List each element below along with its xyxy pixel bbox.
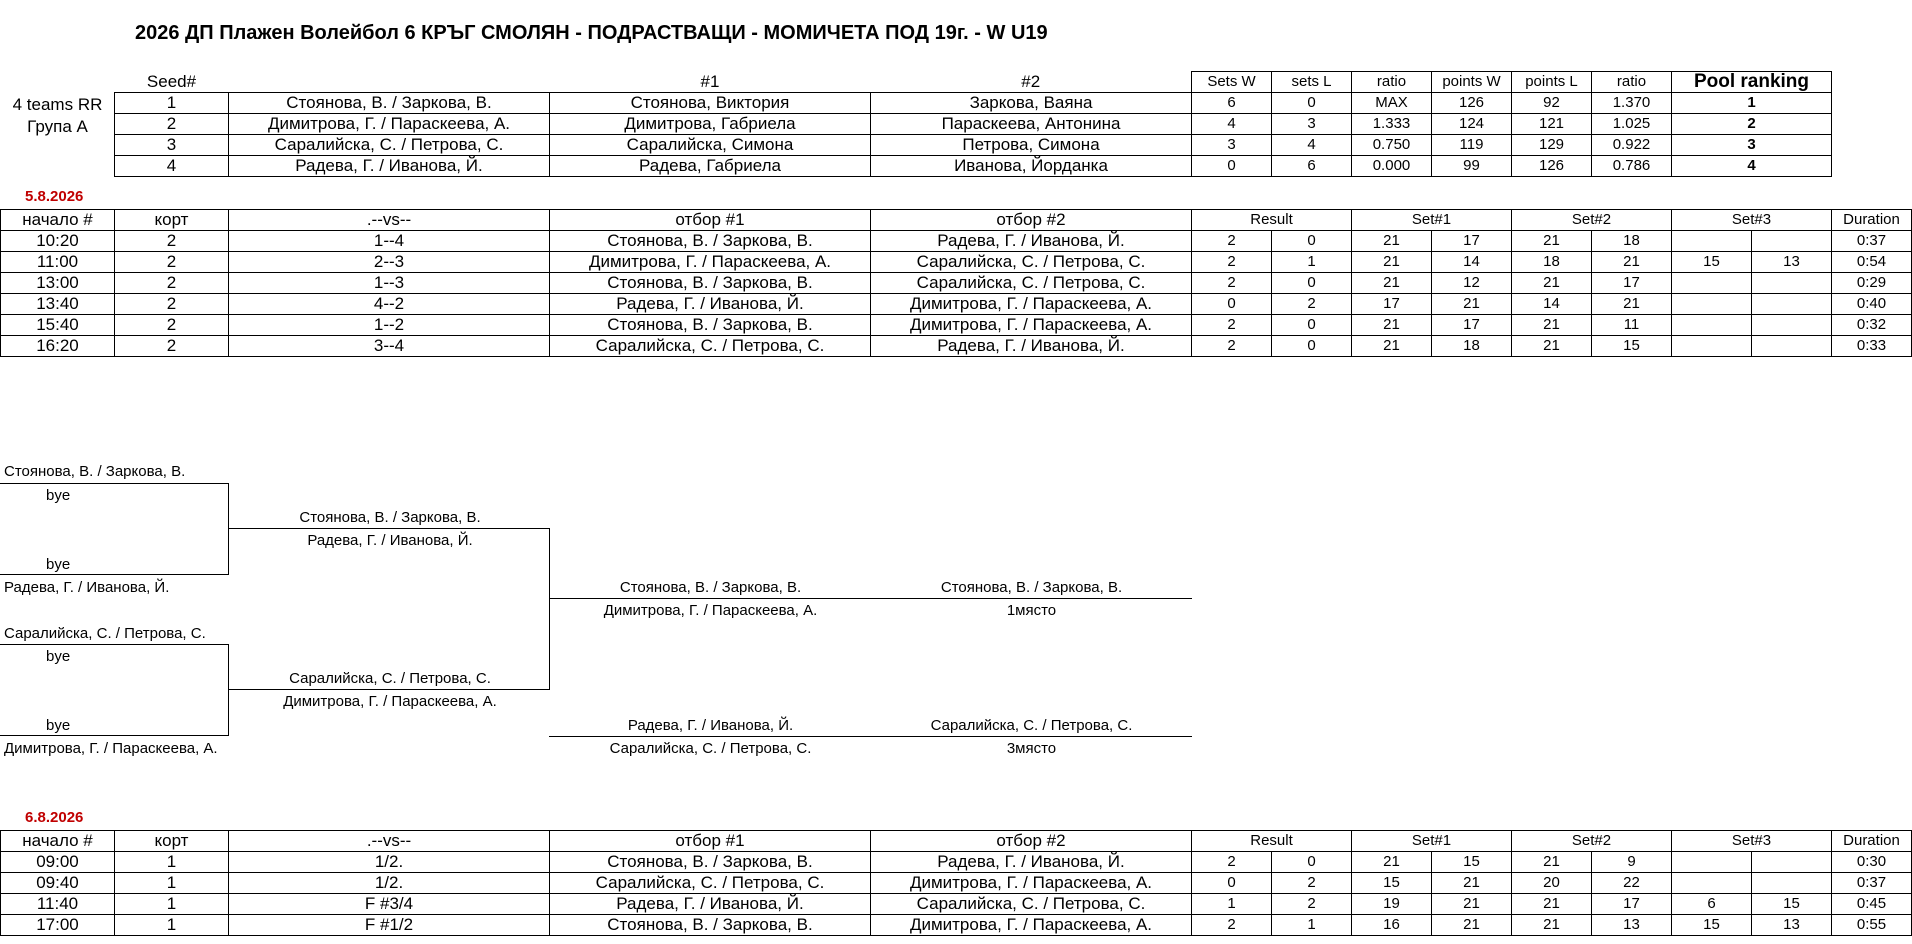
table-cell: 1/2. — [229, 852, 550, 873]
table-cell: 9 — [1592, 852, 1672, 873]
table-cell: 2 — [115, 252, 229, 273]
table-cell: F #3/4 — [229, 894, 550, 915]
table-cell: 2 — [1272, 894, 1352, 915]
table-cell: 2 — [1192, 273, 1272, 294]
bracket-r1a-bye2: bye — [46, 556, 71, 573]
table-cell: 2 — [115, 294, 229, 315]
bracket-r2a-top: Стоянова, В. / Заркова, В. — [299, 509, 481, 526]
table-cell: Параскеева, Антонина — [871, 114, 1192, 135]
pool-header-sets-l: sets L — [1272, 72, 1352, 93]
table-cell — [1752, 273, 1832, 294]
table-cell: 2 — [1272, 294, 1352, 315]
table-cell: 17 — [1352, 294, 1432, 315]
table-cell: 0.922 — [1592, 135, 1672, 156]
bracket-r1b-bye2: bye — [46, 717, 71, 734]
table-cell: Иванова, Йорданка — [871, 156, 1192, 177]
table-cell: 1.025 — [1592, 114, 1672, 135]
table-cell: 0:29 — [1832, 273, 1912, 294]
header-vs: .--vs-- — [229, 831, 550, 852]
table-cell: 0.750 — [1352, 135, 1432, 156]
bracket-winner-place: 1място — [1006, 602, 1057, 619]
table-cell: Стоянова, В. / Заркова, В. — [550, 231, 871, 252]
match-row — [1, 294, 1912, 315]
table-cell: 14 — [1512, 294, 1592, 315]
table-cell: 11:40 — [1, 894, 115, 915]
table-cell — [1672, 273, 1752, 294]
table-cell: 21 — [1512, 231, 1592, 252]
table-cell: 17 — [1432, 231, 1512, 252]
table-cell: 11 — [1592, 315, 1672, 336]
table-cell: 1 — [115, 852, 229, 873]
table-cell: 21 — [1352, 231, 1432, 252]
table-cell: 13 — [1592, 915, 1672, 936]
pool-header-seed: Seed# — [146, 71, 197, 91]
bracket-r1a-bye1: bye — [46, 487, 71, 504]
table-cell: Саралийска, С. / Петрова, С. — [550, 336, 871, 357]
table-cell: 20 — [1512, 873, 1592, 894]
match-row — [1, 873, 1912, 894]
bracket-third-winner: Саралийска, С. / Петрова, С. — [930, 717, 1133, 734]
table-cell: 14 — [1432, 252, 1512, 273]
table-cell: 21 — [1352, 273, 1432, 294]
header-set2: Set#2 — [1512, 831, 1672, 852]
bracket-r2a-bottom: Радева, Г. / Иванова, Й. — [307, 532, 473, 549]
header-duration: Duration — [1832, 210, 1912, 231]
table-cell: Радева, Г. / Иванова, Й. — [871, 231, 1192, 252]
match-row — [1, 915, 1912, 936]
pool-header-ranking: Pool ranking — [1672, 72, 1832, 93]
table-cell: 13:40 — [1, 294, 115, 315]
header-set1: Set#1 — [1352, 210, 1512, 231]
table-cell: Заркова, Ваяна — [871, 93, 1192, 114]
table-cell: 17 — [1592, 273, 1672, 294]
table-cell: 99 — [1432, 156, 1512, 177]
day2-match-table — [0, 830, 1912, 936]
table-cell: 2 — [1192, 336, 1272, 357]
table-cell: 16 — [1352, 915, 1432, 936]
table-cell — [1752, 336, 1832, 357]
table-cell: Димитрова, Г. / Параскеева, А. — [871, 294, 1192, 315]
table-cell: 0:32 — [1832, 315, 1912, 336]
match-row — [1, 336, 1912, 357]
table-cell: 12 — [1432, 273, 1512, 294]
bracket-final-bottom: Димитрова, Г. / Параскеева, А. — [603, 602, 818, 619]
table-cell: 0:37 — [1832, 231, 1912, 252]
table-cell: 22 — [1592, 873, 1672, 894]
table-cell: Стоянова, В. / Заркова, В. — [229, 93, 550, 114]
table-cell: Саралийска, С. / Петрова, С. — [871, 894, 1192, 915]
bracket-r1a-bottom: Радева, Г. / Иванова, Й. — [4, 579, 170, 596]
table-cell: 2 — [115, 273, 229, 294]
bracket-final-top: Стоянова, В. / Заркова, В. — [619, 579, 802, 596]
table-cell: 21 — [1512, 273, 1592, 294]
table-cell: 2 — [1672, 114, 1832, 135]
table-cell — [1672, 231, 1752, 252]
table-cell: 15 — [1592, 336, 1672, 357]
table-cell: 0:40 — [1832, 294, 1912, 315]
pool-row — [115, 135, 1832, 156]
table-cell: 0.000 — [1352, 156, 1432, 177]
table-cell: 10:20 — [1, 231, 115, 252]
bracket-r1b-bottom: Димитрова, Г. / Параскеева, А. — [4, 740, 218, 757]
match-row — [1, 231, 1912, 252]
header-team1: отбор #1 — [550, 831, 871, 852]
table-cell: 2 — [115, 231, 229, 252]
table-cell: 21 — [1352, 852, 1432, 873]
table-cell — [1672, 315, 1752, 336]
header-start: начало # — [1, 210, 115, 231]
table-cell: Саралийска, С. / Петрова, С. — [871, 252, 1192, 273]
table-cell: 11:00 — [1, 252, 115, 273]
table-cell — [1672, 294, 1752, 315]
table-cell: Стоянова, В. / Заркова, В. — [550, 852, 871, 873]
day1-date: 5.8.2026 — [25, 188, 84, 205]
table-cell: Стоянова, В. / Заркова, В. — [550, 273, 871, 294]
table-cell: 16:20 — [1, 336, 115, 357]
header-team2: отбор #2 — [871, 831, 1192, 852]
table-cell: 0:45 — [1832, 894, 1912, 915]
table-cell: 15 — [1752, 894, 1832, 915]
day1-match-table — [0, 209, 1912, 357]
table-cell: 2 — [1272, 873, 1352, 894]
table-cell: Радева, Г. / Иванова, Й. — [550, 894, 871, 915]
match-row — [1, 315, 1912, 336]
table-cell: 3 — [1672, 135, 1832, 156]
table-cell: 1 — [1672, 93, 1832, 114]
day2-header-row — [1, 831, 1912, 852]
pool-header-player1: #1 — [700, 71, 720, 91]
day1-header-row — [1, 210, 1912, 231]
table-cell: Димитрова, Габриела — [550, 114, 871, 135]
table-cell: Саралийска, С. / Петрова, С. — [871, 273, 1192, 294]
table-cell: 2 — [1192, 852, 1272, 873]
table-cell: 121 — [1512, 114, 1592, 135]
table-cell: 21 — [1352, 315, 1432, 336]
table-cell: 0:30 — [1832, 852, 1912, 873]
table-cell: Радева, Г. / Иванова, Й. — [229, 156, 550, 177]
table-cell — [1752, 231, 1832, 252]
table-cell: 17 — [1592, 894, 1672, 915]
table-cell: 15 — [1672, 915, 1752, 936]
pool-header-player2: #2 — [1021, 71, 1041, 91]
table-cell: Димитрова, Г. / Параскеева, А. — [871, 315, 1192, 336]
pool-group-label: Група А — [27, 117, 88, 136]
table-cell: 2 — [115, 114, 229, 135]
table-cell: 0:37 — [1832, 873, 1912, 894]
table-cell: Радева, Г. / Иванова, Й. — [871, 852, 1192, 873]
pool-header-row — [115, 72, 1832, 93]
table-cell: 21 — [1512, 336, 1592, 357]
table-cell: 2 — [1192, 252, 1272, 273]
bracket-r2b-top: Саралийска, С. / Петрова, С. — [289, 670, 491, 687]
page-title: 2026 ДП Плажен Волейбол 6 КРЪГ СМОЛЯН - ПОДРАСТВАЩИ - МОМИЧЕТА ПОД 19г. - W U19 — [135, 22, 1048, 44]
table-cell: 17:00 — [1, 915, 115, 936]
header-start: начало # — [1, 831, 115, 852]
header-set3: Set#3 — [1672, 210, 1832, 231]
table-cell: 21 — [1352, 336, 1432, 357]
table-cell: 2--3 — [229, 252, 550, 273]
table-cell: 17 — [1432, 315, 1512, 336]
table-cell: 09:00 — [1, 852, 115, 873]
table-cell: 2 — [1192, 231, 1272, 252]
table-cell — [1672, 873, 1752, 894]
table-cell: 0:55 — [1832, 915, 1912, 936]
table-cell: 1/2. — [229, 873, 550, 894]
table-cell: 0:54 — [1832, 252, 1912, 273]
table-cell: 4 — [1272, 135, 1352, 156]
table-cell: 21 — [1512, 915, 1592, 936]
header-team2: отбор #2 — [871, 210, 1192, 231]
table-cell: 15 — [1432, 852, 1512, 873]
pool-header-points-w: points W — [1432, 72, 1512, 93]
table-cell: Стоянова, В. / Заркова, В. — [550, 315, 871, 336]
table-cell: 126 — [1512, 156, 1592, 177]
header-team1: отбор #1 — [550, 210, 871, 231]
table-cell: 0 — [1272, 315, 1352, 336]
table-cell: 3 — [1192, 135, 1272, 156]
table-cell: 1 — [1272, 252, 1352, 273]
bracket-r1b-top: Саралийска, С. / Петрова, С. — [4, 625, 206, 642]
table-cell — [1752, 852, 1832, 873]
table-cell — [1752, 315, 1832, 336]
table-cell: Стоянова, В. / Заркова, В. — [550, 915, 871, 936]
table-cell: 6 — [1192, 93, 1272, 114]
table-cell: 1--2 — [229, 315, 550, 336]
table-cell: 6 — [1672, 894, 1752, 915]
table-cell: 21 — [1512, 315, 1592, 336]
table-cell — [1672, 336, 1752, 357]
table-cell: 21 — [1512, 852, 1592, 873]
bracket-r1a-top: Стоянова, В. / Заркова, В. — [4, 463, 186, 480]
header-court: корт — [115, 210, 229, 231]
bracket-winner: Стоянова, В. / Заркова, В. — [940, 579, 1123, 596]
table-cell: Саралийска, С. / Петрова, С. — [229, 135, 550, 156]
pool-header-team — [229, 72, 550, 93]
table-cell: 21 — [1432, 915, 1512, 936]
table-cell: 0 — [1192, 156, 1272, 177]
table-cell: 18 — [1432, 336, 1512, 357]
table-cell: 21 — [1432, 894, 1512, 915]
table-cell: 1 — [115, 894, 229, 915]
table-cell: 1 — [115, 873, 229, 894]
bracket-third-top: Радева, Г. / Иванова, Й. — [627, 717, 794, 734]
table-cell: 21 — [1352, 252, 1432, 273]
header-set3: Set#3 — [1672, 831, 1832, 852]
table-cell: 1--4 — [229, 231, 550, 252]
table-cell: Димитрова, Г. / Параскеева, А. — [550, 252, 871, 273]
table-cell: Стоянова, Виктория — [550, 93, 871, 114]
day2-date: 6.8.2026 — [25, 809, 84, 826]
table-cell: 13 — [1752, 252, 1832, 273]
table-cell: 124 — [1432, 114, 1512, 135]
table-cell: 13 — [1752, 915, 1832, 936]
bracket-third-bottom: Саралийска, С. / Петрова, С. — [609, 740, 812, 757]
table-cell: 3 — [115, 135, 229, 156]
table-cell: 119 — [1432, 135, 1512, 156]
header-result: Result — [1192, 831, 1352, 852]
table-cell: 0 — [1192, 294, 1272, 315]
table-cell: MAX — [1352, 93, 1432, 114]
table-cell: 2 — [1192, 315, 1272, 336]
table-cell: 21 — [1592, 294, 1672, 315]
table-cell: 18 — [1592, 231, 1672, 252]
table-cell: Радева, Г. / Иванова, Й. — [871, 336, 1192, 357]
table-cell: 1 — [1272, 915, 1352, 936]
table-cell: 2 — [1192, 915, 1272, 936]
table-cell: 18 — [1512, 252, 1592, 273]
table-cell: 21 — [1432, 873, 1512, 894]
match-row — [1, 852, 1912, 873]
table-cell: 0.786 — [1592, 156, 1672, 177]
table-cell: 13:00 — [1, 273, 115, 294]
pool-row — [115, 93, 1832, 114]
header-set2: Set#2 — [1512, 210, 1672, 231]
table-cell: Димитрова, Г. / Параскеева, А. — [871, 873, 1192, 894]
pool-header-sets-w: Sets W — [1192, 72, 1272, 93]
table-cell: F #1/2 — [229, 915, 550, 936]
pool-row — [115, 156, 1832, 177]
match-row — [1, 252, 1912, 273]
table-cell — [1752, 873, 1832, 894]
table-cell: 0:33 — [1832, 336, 1912, 357]
table-cell: Саралийска, С. / Петрова, С. — [550, 873, 871, 894]
table-cell: 21 — [1512, 894, 1592, 915]
header-set1: Set#1 — [1352, 831, 1512, 852]
table-cell: Петрова, Симона — [871, 135, 1192, 156]
table-cell: 126 — [1432, 93, 1512, 114]
table-cell: 1--3 — [229, 273, 550, 294]
table-cell: 21 — [1592, 252, 1672, 273]
pool-type-label: 4 teams RR — [12, 95, 103, 114]
table-cell: 4 — [1672, 156, 1832, 177]
table-cell: 0 — [1192, 873, 1272, 894]
table-cell: 0 — [1272, 231, 1352, 252]
table-cell: 0 — [1272, 852, 1352, 873]
table-cell: 129 — [1512, 135, 1592, 156]
bracket-third-place: 3място — [1006, 740, 1057, 757]
table-cell: 09:40 — [1, 873, 115, 894]
table-cell: 4 — [115, 156, 229, 177]
table-cell: Димитрова, Г. / Параскеева, А. — [229, 114, 550, 135]
table-cell: 15:40 — [1, 315, 115, 336]
table-cell: 2 — [115, 336, 229, 357]
table-cell: 21 — [1432, 294, 1512, 315]
header-court: корт — [115, 831, 229, 852]
table-cell: 1.370 — [1592, 93, 1672, 114]
table-cell: 0 — [1272, 93, 1352, 114]
table-cell: 92 — [1512, 93, 1592, 114]
bracket-r2b-bottom: Димитрова, Г. / Параскеева, А. — [283, 693, 497, 710]
header-duration: Duration — [1832, 831, 1912, 852]
table-cell: 1 — [1192, 894, 1272, 915]
table-cell — [1752, 294, 1832, 315]
header-vs: .--vs-- — [229, 210, 550, 231]
table-cell: Радева, Г. / Иванова, Й. — [550, 294, 871, 315]
table-cell: 6 — [1272, 156, 1352, 177]
table-cell: 2 — [115, 315, 229, 336]
match-row — [1, 894, 1912, 915]
table-cell: 1 — [115, 93, 229, 114]
table-cell: Радева, Габриела — [550, 156, 871, 177]
pool-header-points-l: points L — [1512, 72, 1592, 93]
table-cell — [1672, 852, 1752, 873]
table-cell: 4 — [1192, 114, 1272, 135]
table-cell: Димитрова, Г. / Параскеева, А. — [871, 915, 1192, 936]
table-cell: 1 — [115, 915, 229, 936]
bracket-r1b-bye1: bye — [46, 648, 71, 665]
table-cell: 4--2 — [229, 294, 550, 315]
pool-header-points-ratio: ratio — [1592, 72, 1672, 93]
table-cell: Саралийска, Симона — [550, 135, 871, 156]
table-cell: 19 — [1352, 894, 1432, 915]
table-cell: 15 — [1352, 873, 1432, 894]
pool-header-ratio: ratio — [1352, 72, 1432, 93]
table-cell: 15 — [1672, 252, 1752, 273]
header-result: Result — [1192, 210, 1352, 231]
table-cell: 3 — [1272, 114, 1352, 135]
table-cell: 3--4 — [229, 336, 550, 357]
table-cell: 1.333 — [1352, 114, 1432, 135]
pool-table — [114, 71, 1832, 177]
pool-row — [115, 114, 1832, 135]
table-cell: 0 — [1272, 273, 1352, 294]
table-cell: 0 — [1272, 336, 1352, 357]
match-row — [1, 273, 1912, 294]
